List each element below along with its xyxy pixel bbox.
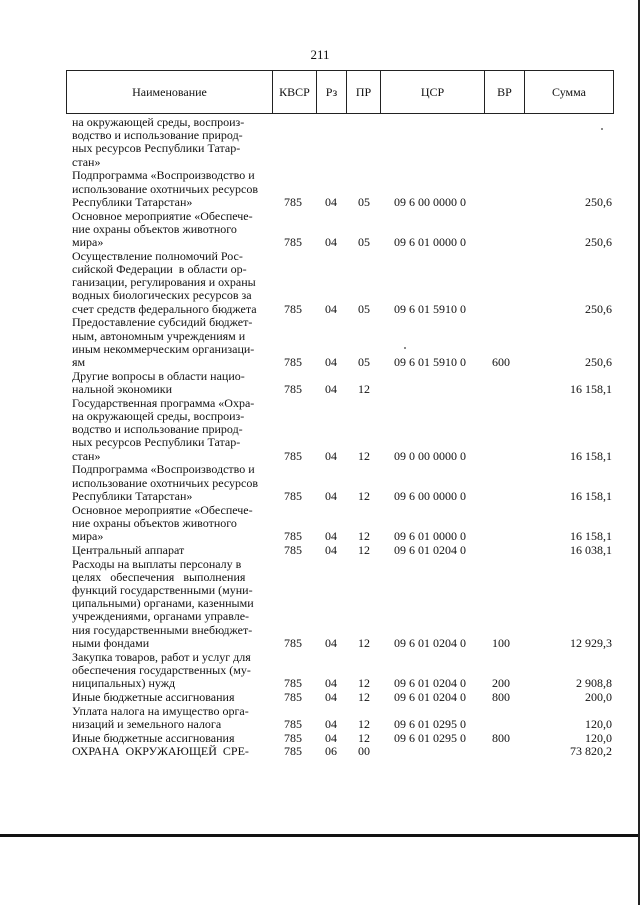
row-sum: 120,0: [585, 716, 612, 731]
row-name-line: нальной экономики: [72, 382, 172, 396]
table-header: [66, 70, 614, 114]
row-name-line: Уплата налога на имущество орга-: [72, 703, 249, 718]
header-pr: ПР: [347, 71, 381, 113]
row-name-line: Расходы на выплаты персоналу в: [72, 556, 242, 571]
bottom-border: [0, 834, 640, 837]
row-kvsr: 785: [284, 235, 302, 249]
row-name-line: использование охотничьих ресурсов: [72, 181, 259, 196]
row-rz: 04: [325, 301, 337, 316]
row-rz: 04: [325, 689, 337, 704]
row-name-line: использование охотничьих ресурсов: [72, 475, 259, 490]
row-name-line: на окружающей среды, воспроиз-: [72, 409, 245, 423]
row-kvsr: 785: [284, 744, 302, 759]
row-sum: 200,0: [585, 689, 612, 704]
row-kvsr: 785: [284, 676, 302, 690]
row-name-line: Республики Татарстан»: [72, 488, 193, 503]
row-kvsr: 785: [284, 529, 302, 543]
row-name-line: на окружающей среды, воспроиз-: [72, 115, 245, 129]
row-csr: 09 6 01 0204 0: [394, 689, 466, 704]
row-kvsr: 785: [284, 716, 302, 731]
row-name-line: Основное мероприятие «Обеспече-: [72, 502, 253, 517]
row-pr: 05: [358, 194, 370, 209]
row-rz: 04: [325, 448, 337, 463]
row-pr: 00: [358, 744, 370, 759]
row-pr: 05: [358, 301, 370, 316]
scan-speck: [404, 347, 406, 349]
row-csr: 09 6 01 0204 0: [394, 676, 466, 690]
row-rz: 04: [325, 488, 337, 503]
row-csr: 09 6 01 5910 0: [394, 355, 466, 369]
row-name-line: Другие вопросы в области нацио-: [72, 368, 245, 383]
row-csr: 09 6 01 0204 0: [394, 542, 466, 557]
row-rz: 04: [325, 529, 337, 543]
row-name-line: Предоставление субсидий бюджет-: [72, 315, 253, 330]
row-rz: 04: [325, 676, 337, 690]
header-rz: Рз: [317, 71, 347, 113]
row-name-line: стан»: [72, 448, 101, 463]
row-name-line: целях обеспечения выполнения: [72, 569, 246, 584]
row-sum: 16 038,1: [570, 542, 612, 557]
row-vr: 800: [492, 730, 510, 745]
row-name-line: низаций и земельного налога: [72, 716, 222, 731]
row-pr: 12: [358, 529, 370, 543]
header-csr: ЦСР: [381, 71, 485, 113]
row-name-line: ниципальных) нужд: [72, 676, 176, 690]
row-rz: 04: [325, 194, 337, 209]
row-pr: 12: [358, 716, 370, 731]
row-name-line: Закупка товаров, работ и услуг для: [72, 649, 251, 664]
row-name-line: обеспечения государственных (му-: [72, 662, 251, 677]
row-name-line: ям: [72, 355, 86, 369]
row-name-line: Иные бюджетные ассигнования: [72, 730, 235, 745]
row-csr: 09 6 00 0000 0: [394, 194, 466, 209]
row-pr: 12: [358, 635, 370, 650]
row-name-line: Осуществление полномочий Рос-: [72, 248, 243, 263]
row-pr: 12: [358, 448, 370, 463]
row-name-line: ние охраны объектов животного: [72, 515, 237, 530]
row-sum: 250,6: [585, 235, 612, 249]
row-name-line: ными фондами: [72, 635, 150, 650]
row-name-line: функций государственными (муни-: [72, 583, 253, 597]
row-csr: 09 6 01 0000 0: [394, 235, 466, 249]
row-kvsr: 785: [284, 689, 302, 704]
row-pr: 12: [358, 382, 370, 396]
row-rz: 04: [325, 382, 337, 396]
row-name-line: Подпрограмма «Воспроизводство и: [72, 462, 255, 477]
row-name-line: ОХРАНА ОКРУЖАЮЩЕЙ СРЕ-: [72, 744, 249, 759]
row-vr: 200: [492, 676, 510, 690]
row-vr: 600: [492, 355, 510, 369]
row-name-line: Иные бюджетные ассигнования: [72, 689, 235, 704]
row-kvsr: 785: [284, 382, 302, 396]
row-name-line: ние охраны объектов животного: [72, 221, 237, 236]
row-name-line: ных ресурсов Республики Татар-: [72, 141, 241, 156]
row-sum: 73 820,2: [570, 744, 612, 759]
row-kvsr: 785: [284, 448, 302, 463]
row-sum: 250,6: [585, 355, 612, 369]
row-pr: 12: [358, 542, 370, 557]
row-rz: 06: [325, 744, 337, 759]
row-pr: 05: [358, 235, 370, 249]
row-pr: 12: [358, 689, 370, 704]
row-csr: 09 6 01 0000 0: [394, 529, 466, 543]
row-kvsr: 785: [284, 194, 302, 209]
header-name: Наименование: [67, 71, 273, 113]
row-name-line: водство и использование природ-: [72, 422, 243, 437]
scan-speck: [601, 128, 603, 130]
row-pr: 12: [358, 488, 370, 503]
row-name-line: мира»: [72, 529, 104, 543]
row-name-line: учреждениями, органами управле-: [72, 609, 250, 624]
row-rz: 04: [325, 355, 337, 369]
row-sum: 250,6: [585, 301, 612, 316]
row-name-line: ным, автономным учреждениям и: [72, 328, 246, 343]
row-sum: 2 908,8: [576, 676, 612, 690]
row-kvsr: 785: [284, 301, 302, 316]
row-kvsr: 785: [284, 542, 302, 557]
row-kvsr: 785: [284, 635, 302, 650]
row-name-line: ганизации, регулирования и охраны: [72, 275, 256, 290]
row-rz: 04: [325, 716, 337, 731]
row-name-line: стан»: [72, 154, 101, 169]
row-name-line: сийской Федерации в области ор-: [72, 262, 247, 276]
row-name-line: Центральный аппарат: [72, 542, 185, 557]
row-name-line: Основное мероприятие «Обеспече-: [72, 208, 253, 223]
row-csr: 09 6 01 0204 0: [394, 635, 466, 650]
page-number: 211: [310, 47, 330, 62]
row-name-line: ципальными) органами, казенными: [72, 596, 254, 611]
row-name-line: мира»: [72, 235, 104, 249]
row-csr: 09 0 00 0000 0: [394, 448, 466, 463]
row-sum: 12 929,3: [570, 635, 612, 650]
row-pr: 12: [358, 730, 370, 745]
header-sum: Сумма: [552, 84, 586, 99]
row-rz: 04: [325, 635, 337, 650]
row-pr: 05: [358, 355, 370, 369]
row-name-line: счет средств федерального бюджета: [72, 301, 257, 316]
row-csr: 09 6 01 0295 0: [394, 716, 466, 731]
row-sum: 16 158,1: [570, 448, 612, 463]
header-kvsr: КВСР: [273, 71, 317, 113]
row-sum: 16 158,1: [570, 382, 612, 396]
row-pr: 12: [358, 676, 370, 690]
row-kvsr: 785: [284, 355, 302, 369]
row-sum: 16 158,1: [570, 488, 612, 503]
row-name-line: Подпрограмма «Воспроизводство и: [72, 168, 255, 183]
row-vr: 100: [492, 635, 510, 650]
row-vr: 800: [492, 689, 510, 704]
row-name-line: иным некоммерческим организаци-: [72, 341, 255, 356]
row-csr: 09 6 00 0000 0: [394, 488, 466, 503]
row-sum: 120,0: [585, 730, 612, 745]
row-rz: 04: [325, 542, 337, 557]
row-rz: 04: [325, 730, 337, 745]
row-rz: 04: [325, 235, 337, 249]
row-name-line: водство и использование природ-: [72, 128, 243, 143]
row-csr: 09 6 01 0295 0: [394, 730, 466, 745]
row-kvsr: 785: [284, 488, 302, 503]
row-name-line: Республики Татарстан»: [72, 194, 193, 209]
row-csr: 09 6 01 5910 0: [394, 301, 466, 316]
row-name-line: ния государственными внебюджет-: [72, 622, 253, 637]
row-name-line: водных биологических ресурсов за: [72, 288, 252, 303]
row-name-line: Государственная программа «Охра-: [72, 395, 255, 410]
row-kvsr: 785: [284, 730, 302, 745]
header-vr: ВР: [485, 71, 525, 113]
row-sum: 16 158,1: [570, 529, 612, 543]
row-name-line: ных ресурсов Республики Татар-: [72, 435, 241, 450]
row-sum: 250,6: [585, 194, 612, 209]
